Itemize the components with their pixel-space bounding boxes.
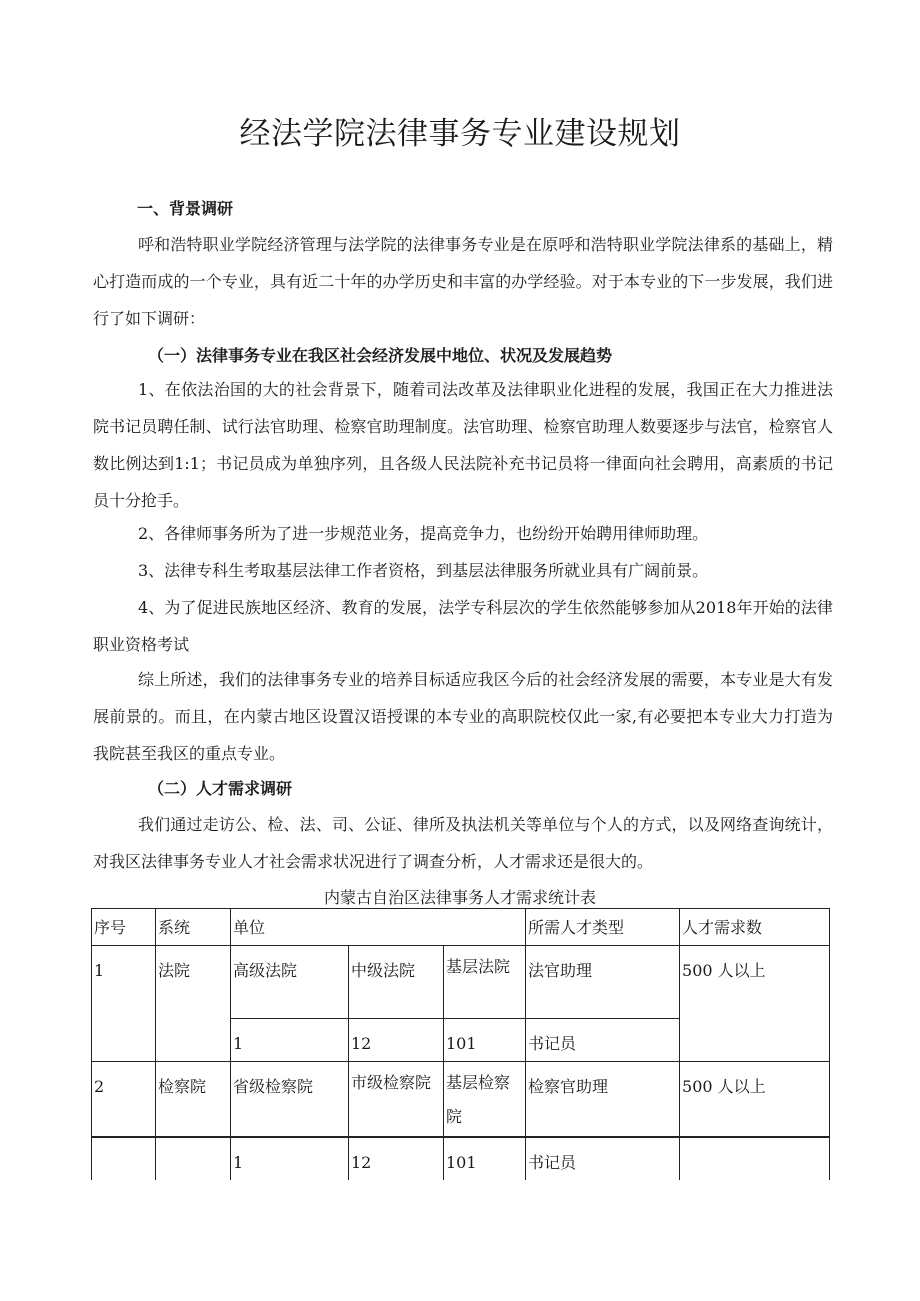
cell-empty — [680, 1137, 830, 1180]
table-row — [92, 1062, 830, 1138]
cell-system: 检察院 — [156, 1062, 231, 1138]
table-row — [92, 946, 830, 1019]
cell-no: 1 — [92, 946, 156, 1062]
cell-empty — [156, 1137, 231, 1180]
cell-unit-b: 中级法院 — [349, 946, 444, 1019]
cell-count-b: 12 — [349, 1019, 444, 1062]
cell-count-a: 1 — [231, 1019, 349, 1062]
header-unit: 单位 — [231, 909, 526, 946]
table-caption: 内蒙古自治区法律事务人才需求统计表 — [323, 888, 596, 907]
cell-unit-c: 基层法院 — [444, 946, 526, 1019]
section-heading-background: 一、背景调研 — [137, 199, 234, 218]
summary-paragraph: 综上所述，我们的法律事务专业的培养目标适应我区今后的社会经济发展的需要，本专业是大有发展前景的。而且，在内蒙古地区设置汉语授课的本专业的高职院校仅此一家,有必要把本专业大力打造为我院甚至我区的重点专业。 — [93, 670, 833, 763]
cell-unit-a: 高级法院 — [231, 946, 349, 1019]
header-no: 序号 — [92, 909, 156, 946]
cell-talent-type: 书记员 — [526, 1019, 680, 1062]
cell-demand: 500 人以上 — [680, 1062, 830, 1138]
paragraph-point-1: 1、在依法治国的大的社会背景下，随着司法改革及法律职业化进程的发展，我国正在大力推进法院书记员聘任制、试行法官助理、检察官助理制度。法官助理、检察官助理人数要逐步与法官，检察官人数比例达到1:1；书记员成为单独序列，且各级人民法院补充书记员将一律面向社会聘用，高素质的书记员十分抢手。 — [93, 380, 833, 510]
table-header-row — [92, 909, 830, 946]
header-demand: 人才需求数 — [680, 909, 830, 946]
cell-unit-c: 基层检察院 — [444, 1062, 526, 1138]
talent-demand-table — [91, 908, 830, 1180]
paragraph-point-2: 2、各律师事务所为了进一步规范业务，提高竞争力，也纷纷开始聘用律师助理。 — [138, 524, 709, 543]
cell-unit-b: 市级检察院 — [349, 1062, 444, 1138]
cell-count-b: 12 — [349, 1137, 444, 1180]
subsection-heading-demand: （二）人才需求调研 — [148, 779, 293, 798]
cell-talent-type: 检察官助理 — [526, 1062, 680, 1138]
cell-no: 2 — [92, 1062, 156, 1138]
cell-count-a: 1 — [231, 1137, 349, 1180]
document-title: 经法学院法律事务专业建设规划 — [239, 116, 681, 152]
table-row — [92, 1137, 830, 1180]
demand-survey-paragraph: 我们通过走访公、检、法、司、公证、律所及执法机关等单位与个人的方式，以及网络查询统计，对我区法律事务专业人才社会需求状况进行了调查分析，人才需求还是很大的。 — [93, 815, 833, 871]
intro-paragraph: 呼和浩特职业学院经济管理与法学院的法律事务专业是在原呼和浩特职业学院法律系的基础上，精心打造而成的一个专业，具有近二十年的办学历史和丰富的办学经验。对于本专业的下一步发展，我们进行了如下调研： — [93, 235, 833, 328]
paragraph-point-4: 4、为了促进民族地区经济、教育的发展，法学专科层次的学生依然能够参加从2018年开始的法律职业资格考试 — [93, 598, 833, 654]
cell-empty — [92, 1137, 156, 1180]
header-talent-type: 所需人才类型 — [526, 909, 680, 946]
cell-demand: 500 人以上 — [680, 946, 830, 1062]
cell-count-c: 101 — [444, 1019, 526, 1062]
cell-system: 法院 — [156, 946, 231, 1062]
cell-unit-a: 省级检察院 — [231, 1062, 349, 1138]
cell-count-c: 101 — [444, 1137, 526, 1180]
cell-talent-type: 法官助理 — [526, 946, 680, 1019]
subsection-heading-status: （一）法律事务专业在我区社会经济发展中地位、状况及发展趋势 — [148, 346, 613, 365]
paragraph-point-3: 3、法律专科生考取基层法律工作者资格，到基层法律服务所就业具有广阔前景。 — [138, 561, 709, 580]
cell-talent-type: 书记员 — [526, 1137, 680, 1180]
header-system: 系统 — [156, 909, 231, 946]
